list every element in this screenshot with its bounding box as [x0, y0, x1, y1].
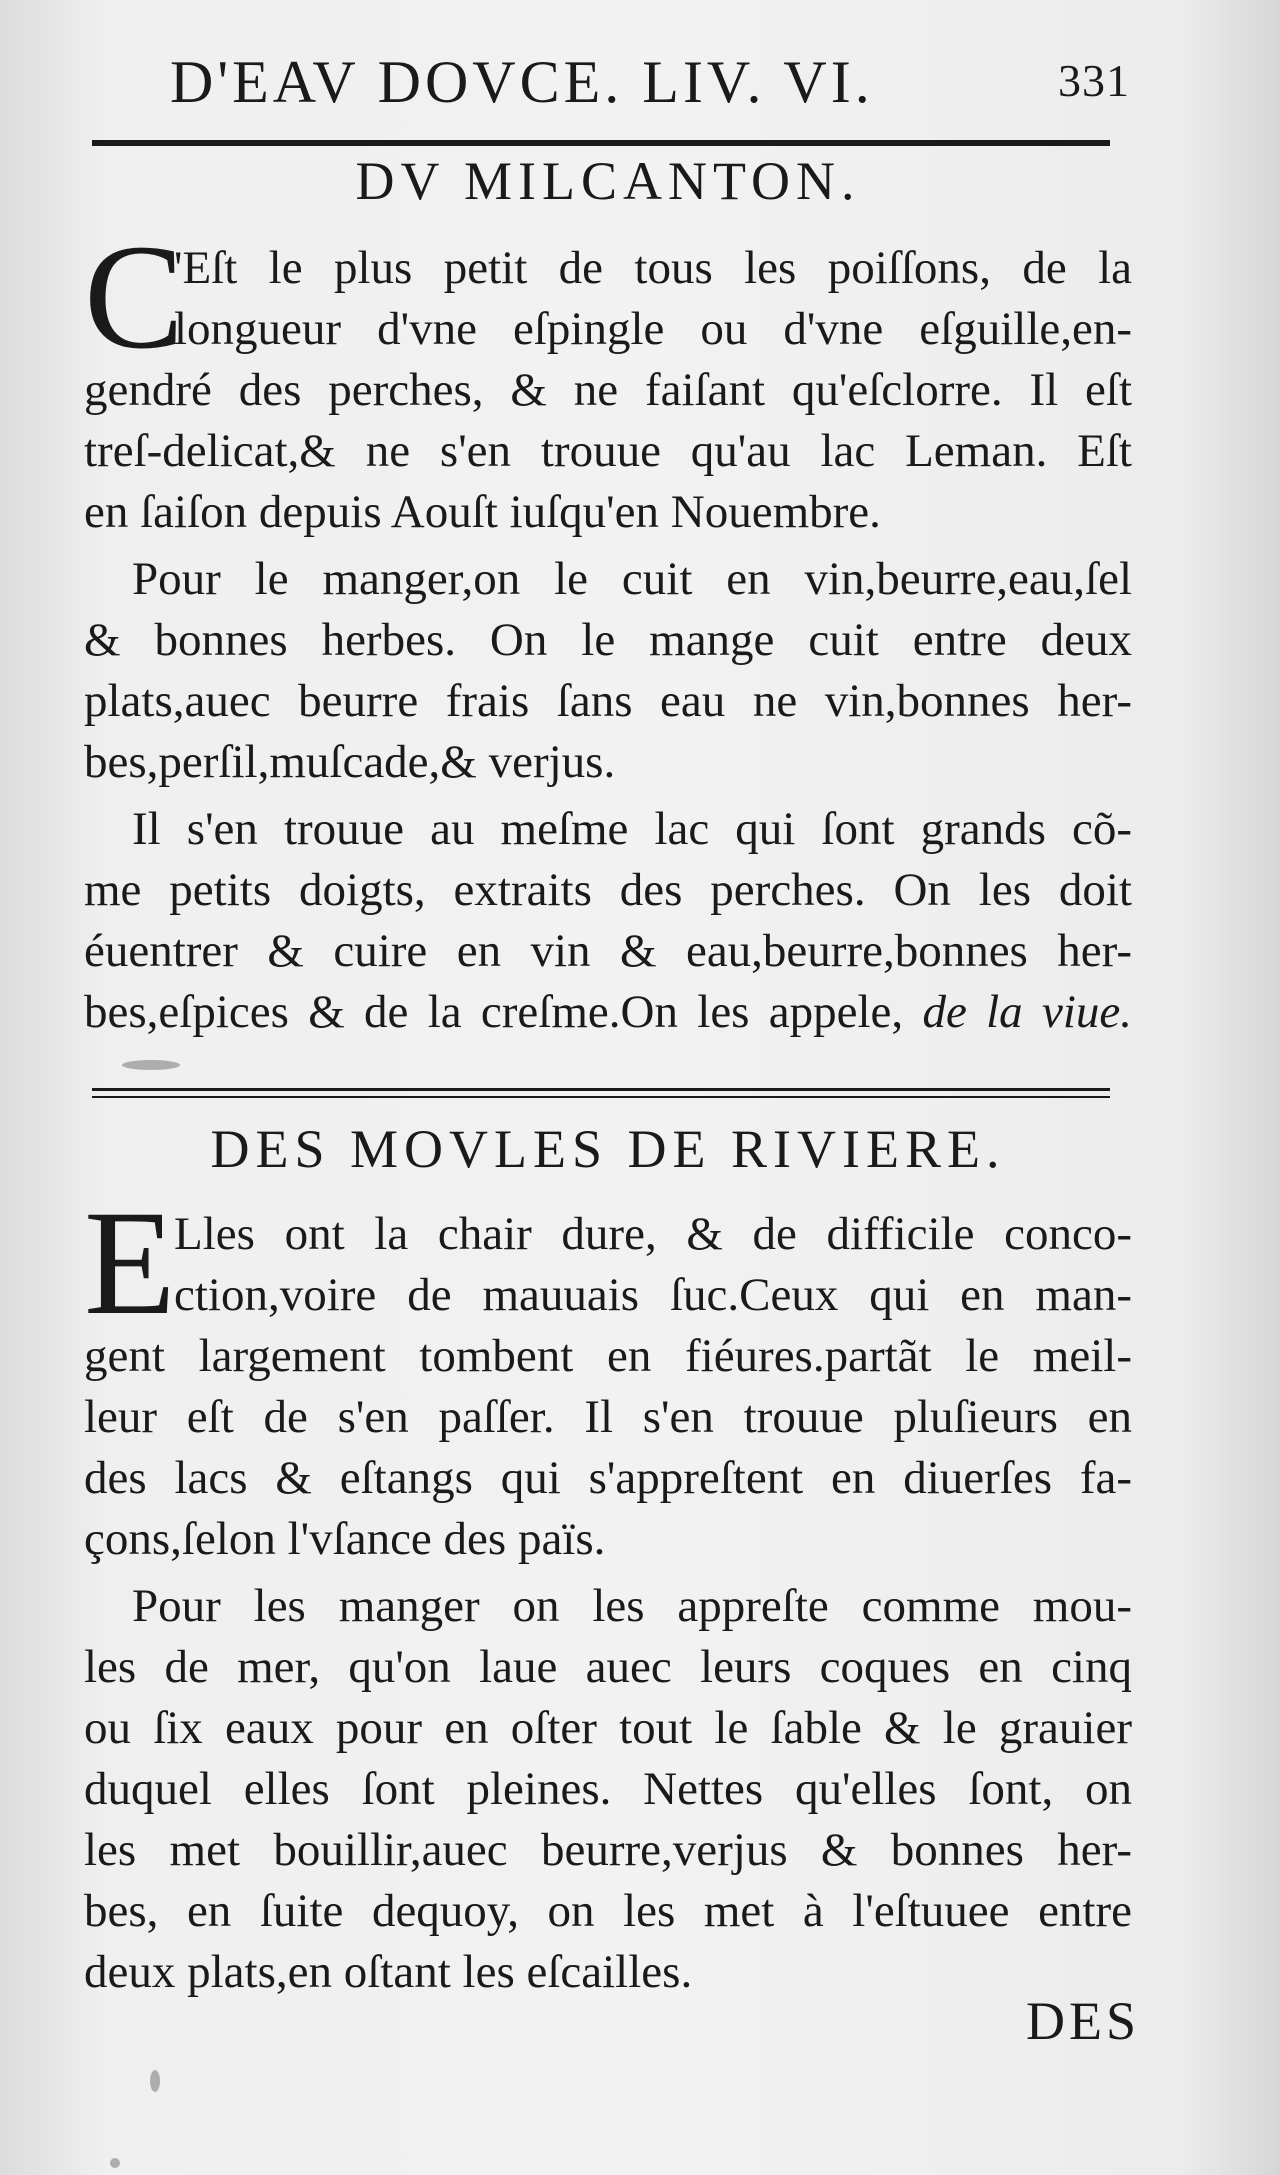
text-line: en ſaiſon depuis Aouſt iuſqu'en Nouembre.	[84, 486, 881, 538]
text-line: Pour le manger,on le cuit en vin,beurre,eau,ſel	[132, 553, 1132, 605]
text-line: deux plats,en oſtant les eſcailles.	[84, 1946, 693, 1998]
header-rule	[92, 140, 1110, 146]
running-title: D'EAV DOVCE. LIV. VI.	[170, 49, 874, 115]
text-line: bes, en ſuite dequoy, on les met à l'eſtuuee entre	[84, 1885, 1132, 1937]
text-line: plats,auec beurre frais ſans eau ne vin,bonnes her-	[84, 675, 1132, 727]
section-divider-rule	[92, 1088, 1110, 1091]
text-line: Lles ont la chair dure, & de difficile conco-	[174, 1208, 1132, 1260]
text-line: treſ-delicat,& ne s'en trouue qu'au lac Leman. Eſt	[84, 425, 1132, 477]
paragraph	[84, 1180, 1132, 1570]
section-heading-milcanton: DV MILCANTON.	[355, 151, 861, 211]
ink-speck	[110, 2158, 120, 2168]
running-head	[150, 48, 1130, 128]
ink-speck	[150, 2070, 160, 2092]
text-line: les met bouillir,auec beurre,verjus & bonnes her-	[84, 1824, 1132, 1876]
text-line-with-italic	[84, 982, 1132, 1043]
text-line: ou ſix eaux pour en oſter tout le ſable & le grauier	[84, 1702, 1132, 1754]
section-moules	[84, 1180, 1132, 2003]
text-line: çons,ſelon l'vſance des païs.	[84, 1513, 606, 1565]
text-line: leur eſt de s'en paſſer. Il s'en trouue pluſieurs en	[84, 1391, 1132, 1443]
drop-cap: E	[84, 1180, 176, 1346]
italic-phrase: de la viue.	[903, 986, 1132, 1038]
paragraph	[84, 214, 1132, 543]
paragraph	[84, 799, 1132, 1043]
paragraph	[84, 1576, 1132, 2003]
text-line: les de mer, qu'on laue auec leurs coques en cinq	[84, 1641, 1132, 1693]
paragraph	[84, 549, 1132, 793]
text-line: & bonnes herbes. On le mange cuit entre deux	[84, 614, 1132, 666]
text-line: gent largement tombent en fiéures.partãt le meil-	[84, 1330, 1132, 1382]
text-line: me petits doigts, extraits des perches. On les doit	[84, 864, 1132, 916]
text-line: des lacs & eſtangs qui s'appreſtent en diuerſes fa-	[84, 1452, 1132, 1504]
text-line: longueur d'vne eſpingle ou d'vne eſguille,en-	[174, 303, 1132, 355]
text-line: duquel elles ſont pleines. Nettes qu'elles ſont, on	[84, 1763, 1132, 1815]
text-line: ction,voire de mauuais ſuc.Ceux qui en man-	[174, 1269, 1132, 1321]
text-line: 'Eſt le plus petit de tous les poiſſons, de la	[174, 242, 1132, 294]
section-heading-moules: DES MOVLES DE RIVIERE.	[210, 1119, 1006, 1179]
text-line: Il s'en trouue au meſme lac qui ſont grands cõ-	[132, 803, 1132, 855]
section-milcanton	[84, 214, 1132, 1043]
text-run: bes,eſpices & de la creſme.On les appele,	[84, 986, 904, 1038]
text-line: bes,perſil,muſcade,& verjus.	[84, 736, 616, 788]
catchword: DES	[1025, 1991, 1140, 2051]
drop-cap: C	[84, 214, 185, 380]
page-number: 331	[1058, 55, 1130, 106]
text-line: gendré des perches, & ne faiſant qu'eſclorre. Il eſt	[84, 364, 1132, 416]
text-line: Pour les manger on les appreſte comme mou-	[132, 1580, 1132, 1632]
ink-smudge	[122, 1060, 180, 1070]
text-line: éuentrer & cuire en vin & eau,beurre,bonnes her-	[84, 925, 1132, 977]
